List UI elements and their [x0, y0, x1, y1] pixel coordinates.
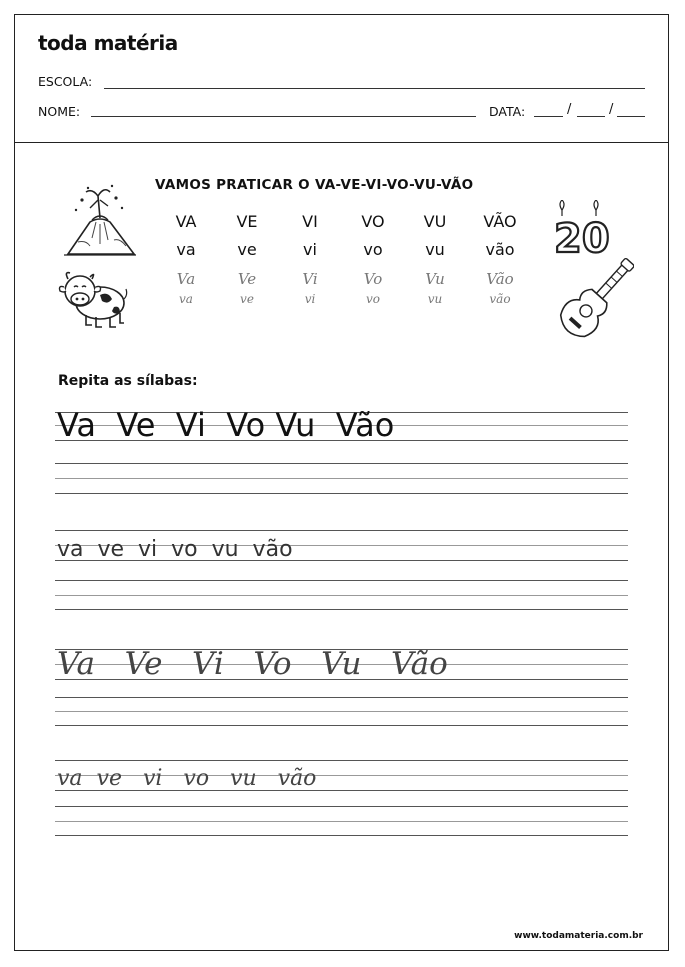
syllable-upper: VE	[236, 212, 258, 231]
school-label: ESCOLA:	[38, 74, 93, 89]
date-separator: /	[567, 102, 572, 117]
practice-row-print-lower: va ve vi vo vu vão	[57, 537, 293, 562]
guide-line	[55, 821, 628, 822]
syllable-upper: VI	[302, 212, 318, 231]
guide-line	[55, 595, 628, 596]
guide-line	[55, 806, 628, 807]
syllable-cursive-lower: va	[179, 292, 193, 306]
header-divider	[14, 142, 669, 143]
name-field[interactable]	[91, 116, 476, 117]
guide-line	[55, 463, 628, 464]
guide-line	[55, 697, 628, 698]
cow-icon	[56, 265, 130, 331]
guide-line	[55, 835, 628, 836]
syllable-lower: vo	[363, 240, 383, 259]
birthday-number: 20	[554, 216, 610, 262]
syllable-upper: VU	[423, 212, 447, 231]
syllable-cursive-upper: Va	[176, 270, 196, 288]
practice-instruction: Repita as sílabas:	[58, 373, 198, 389]
syllable-lower: va	[176, 240, 196, 259]
exercise-title: VAMOS PRATICAR O VA-VE-VI-VO-VU-VÃO	[155, 177, 474, 193]
guide-line	[55, 760, 628, 761]
guide-line	[55, 530, 628, 531]
guide-line	[55, 580, 628, 581]
practice-row-cursive-upper: Va Ve Vi Vo Vu Vão	[57, 646, 448, 682]
practice-row-print-upper: Va Ve Vi Vo Vu Vão	[57, 406, 395, 444]
volcano-icon	[62, 182, 138, 260]
syllable-cursive-upper: Vão	[486, 270, 514, 288]
syllable-lower: vão	[485, 240, 515, 259]
syllable-lower: ve	[237, 240, 257, 259]
syllable-cursive-lower: ve	[240, 292, 254, 306]
syllable-cursive-upper: Vu	[425, 270, 445, 288]
footer-website[interactable]: www.todamateria.com.br	[514, 931, 643, 941]
syllable-upper: VA	[175, 212, 197, 231]
date-day-field[interactable]	[534, 116, 563, 117]
date-year-field[interactable]	[617, 116, 645, 117]
guitar-icon	[554, 258, 634, 346]
syllable-cursive-lower: vi	[304, 292, 316, 306]
syllable-cursive-lower: vu	[427, 292, 443, 306]
date-separator: /	[609, 102, 614, 117]
date-month-field[interactable]	[577, 116, 605, 117]
syllable-upper: VÃO	[483, 212, 517, 231]
guide-line	[55, 478, 628, 479]
worksheet-frame	[14, 14, 669, 951]
guide-line	[55, 609, 628, 610]
syllable-lower: vi	[303, 240, 317, 259]
guide-line	[55, 493, 628, 494]
syllable-cursive-lower: vo	[365, 292, 380, 306]
practice-row-cursive-lower: va ve vi vo vu vão	[57, 766, 317, 791]
guide-line	[55, 725, 628, 726]
syllable-cursive-upper: Vo	[363, 270, 383, 288]
birthday-candles-icon	[550, 200, 618, 264]
guide-line	[55, 711, 628, 712]
syllable-lower: vu	[425, 240, 445, 259]
school-field[interactable]	[104, 88, 645, 89]
syllable-cursive-upper: Ve	[237, 270, 257, 288]
syllable-cursive-upper: Vi	[302, 270, 318, 288]
logo: toda matéria	[38, 31, 178, 55]
syllable-cursive-lower: vão	[489, 292, 511, 306]
name-label: NOME:	[38, 104, 81, 119]
date-label: DATA:	[489, 104, 526, 119]
syllable-upper: VO	[361, 212, 385, 231]
